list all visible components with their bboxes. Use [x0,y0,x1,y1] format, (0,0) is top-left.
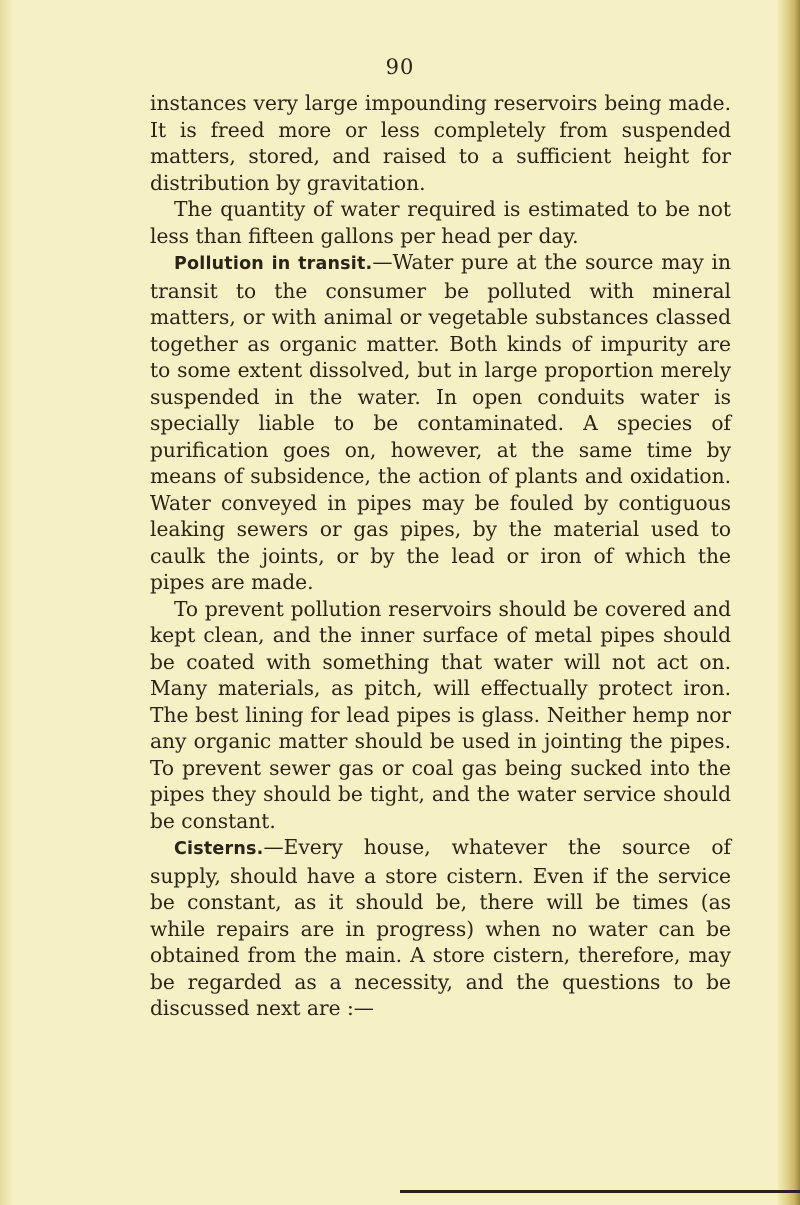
paragraph-text: instances very large impounding reservoirs being made. It is freed more or less completely from suspended matters, stored, and raised to a sufficient height for distribution by gravitation. [150,91,731,195]
paragraph-cisterns [150,834,731,1022]
paragraph-text: —Water pure at the source may in transit to the consumer be polluted with mineral matters, or with animal or vegetable substances classed together as organic matter. Both kinds of impurity are to some extent dissolved, but in large proportion merely suspended in the water. In open conduits water is specially liable to be contaminated. A species of purification goes on, however, at the same time by means of subsidence, the action of plants and oxidation. Water conveyed in pipes may be fouled by contiguous leaking sewers or gas pipes, by the material used to caulk the joints, or by the lead or iron of which the pipes are made. [150,250,731,594]
section-heading-pollution: Pollution in transit. [174,254,373,274]
body-text [150,90,731,1022]
section-heading-cisterns: Cisterns. [174,839,264,859]
paragraph-pollution-in-transit [150,249,731,596]
page-edge-left [0,0,14,1205]
bottom-rule [400,1190,800,1193]
page-edge-right [778,0,800,1205]
paragraph-text: To prevent pollution reservoirs should be covered and kept clean, and the inner surface of metal pipes should be coated with something that water will not act on. Many materials, as pitch, will effectually protect iron. The best lining for lead pipes is glass. Neither hemp nor any organic matter should be used in jointing the pipes. To prevent sewer gas or coal gas being sucked into the pipes they should be tight, and the water service should be constant. [150,596,731,833]
paragraph-continuation [150,90,731,196]
page-number: 90 [385,55,415,79]
paragraph-prevent-pollution [150,596,731,835]
paragraph-water-quantity [150,196,731,249]
paragraph-text: —Every house, whatever the source of supply, should have a store cistern. Even if the service be constant, as it should be, there will be times (as while repairs are in progress) when no water can be obtained from the main. A store cistern, therefore, may be regarded as a necessity, and the questions to be discussed next are :— [150,835,731,1020]
paragraph-text: The quantity of water required is estimated to be not less than fifteen gallons per head per day. [150,197,731,248]
